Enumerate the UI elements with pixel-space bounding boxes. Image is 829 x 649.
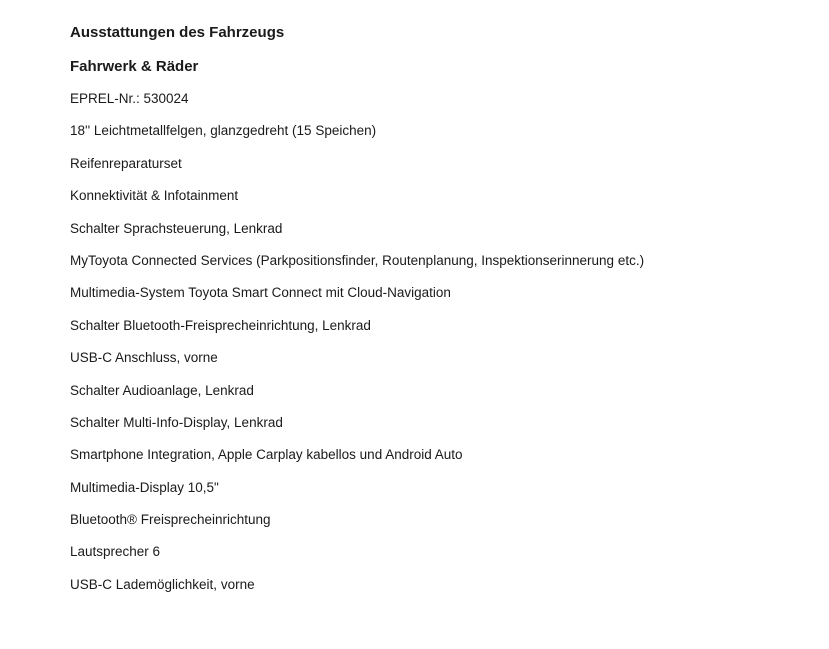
list-item: Bluetooth® Freisprecheinrichtung (70, 512, 271, 528)
list-item: Reifenreparaturset (70, 155, 182, 171)
section-heading: Fahrwerk & Räder (70, 58, 199, 75)
list-item: Lautsprecher 6 (70, 544, 161, 560)
list-item: Multimedia-System Toyota Smart Connect mit Cloud-Navigation (70, 285, 451, 301)
list-item: MyToyota Connected Services (Parkpositionsfinder, Routenplanung, Inspektionserinnerung etc.) (70, 252, 645, 268)
document-body (70, 23, 810, 608)
list-item: Schalter Audioanlage, Lenkrad (70, 382, 254, 398)
list-item: Schalter Bluetooth-Freisprecheinrichtung, Lenkrad (70, 317, 371, 333)
list-item: Multimedia-Display 10,5" (70, 479, 219, 495)
list-item: USB-C Lademöglichkeit, vorne (70, 576, 255, 592)
list-item: Smartphone Integration, Apple Carplay kabellos und Android Auto (70, 447, 463, 463)
list-item: Schalter Sprachsteuerung, Lenkrad (70, 220, 283, 236)
document-title: Ausstattungen des Fahrzeugs (70, 24, 285, 41)
list-item: 18'' Leichtmetallfelgen, glanzgedreht (15 Speichen) (70, 123, 377, 139)
list-item: USB-C Anschluss, vorne (70, 350, 218, 366)
list-item: Schalter Multi-Info-Display, Lenkrad (70, 414, 283, 430)
list-item: Konnektivität & Infotainment (70, 188, 239, 204)
list-item: EPREL-Nr.: 530024 (70, 91, 189, 106)
equipment-list (70, 90, 810, 594)
